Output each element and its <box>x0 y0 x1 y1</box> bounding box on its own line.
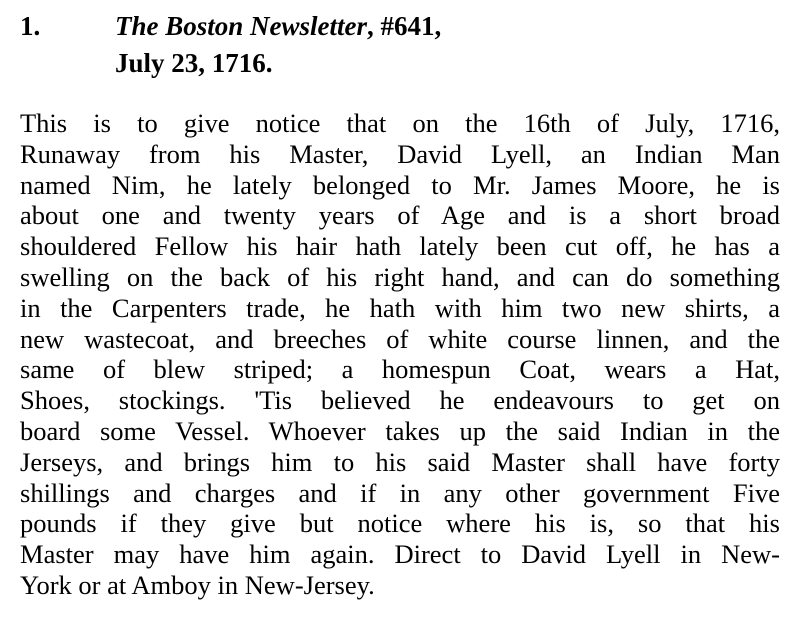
body-line: This is to give notice that on the 16th of July, 1716, <box>20 108 780 138</box>
body-line: pounds if they give but notice where his is, so that his <box>20 508 780 539</box>
body-line: new wastecoat, and breeches of white course linnen, and the <box>20 323 780 354</box>
entry-date: July 23, 1716. <box>115 48 273 78</box>
body-line: Shoes, stockings. 'Tis believed he endeavours to get on <box>20 385 780 416</box>
issue-number: , #641, <box>367 11 442 41</box>
body-line: about one and twenty years of Age and is a short broad <box>20 200 780 231</box>
body-line: Jerseys, and brings him to his said Master shall have forty <box>20 446 780 477</box>
body-line: swelling on the back of his right hand, and can do something <box>20 261 780 292</box>
body-line: Master may have him again. Direct to David Lyell in New- <box>20 539 780 570</box>
heading-line-2 <box>20 45 780 82</box>
body-line: same of blew striped; a homespun Coat, wears a Hat, <box>20 354 780 385</box>
entry-number: 1. <box>20 11 41 41</box>
notice-body <box>20 108 780 601</box>
publication-title: The Boston Newsletter <box>115 11 368 41</box>
heading-line-1 <box>20 8 780 45</box>
body-line: York or at Amboy in New-Jersey. <box>20 569 375 600</box>
body-line: shillings and charges and if in any other government Five <box>20 477 780 508</box>
body-line: Runaway from his Master, David Lyell, an Indian Man <box>20 138 780 169</box>
body-line: named Nim, he lately belonged to Mr. James Moore, he is <box>20 169 780 200</box>
body-line: board some Vessel. Whoever takes up the said Indian in the <box>20 415 780 446</box>
body-line: in the Carpenters trade, he hath with him two new shirts, a <box>20 292 780 323</box>
body-line: shouldered Fellow his hair hath lately been cut off, he has a <box>20 231 780 262</box>
entry-heading <box>20 8 780 82</box>
